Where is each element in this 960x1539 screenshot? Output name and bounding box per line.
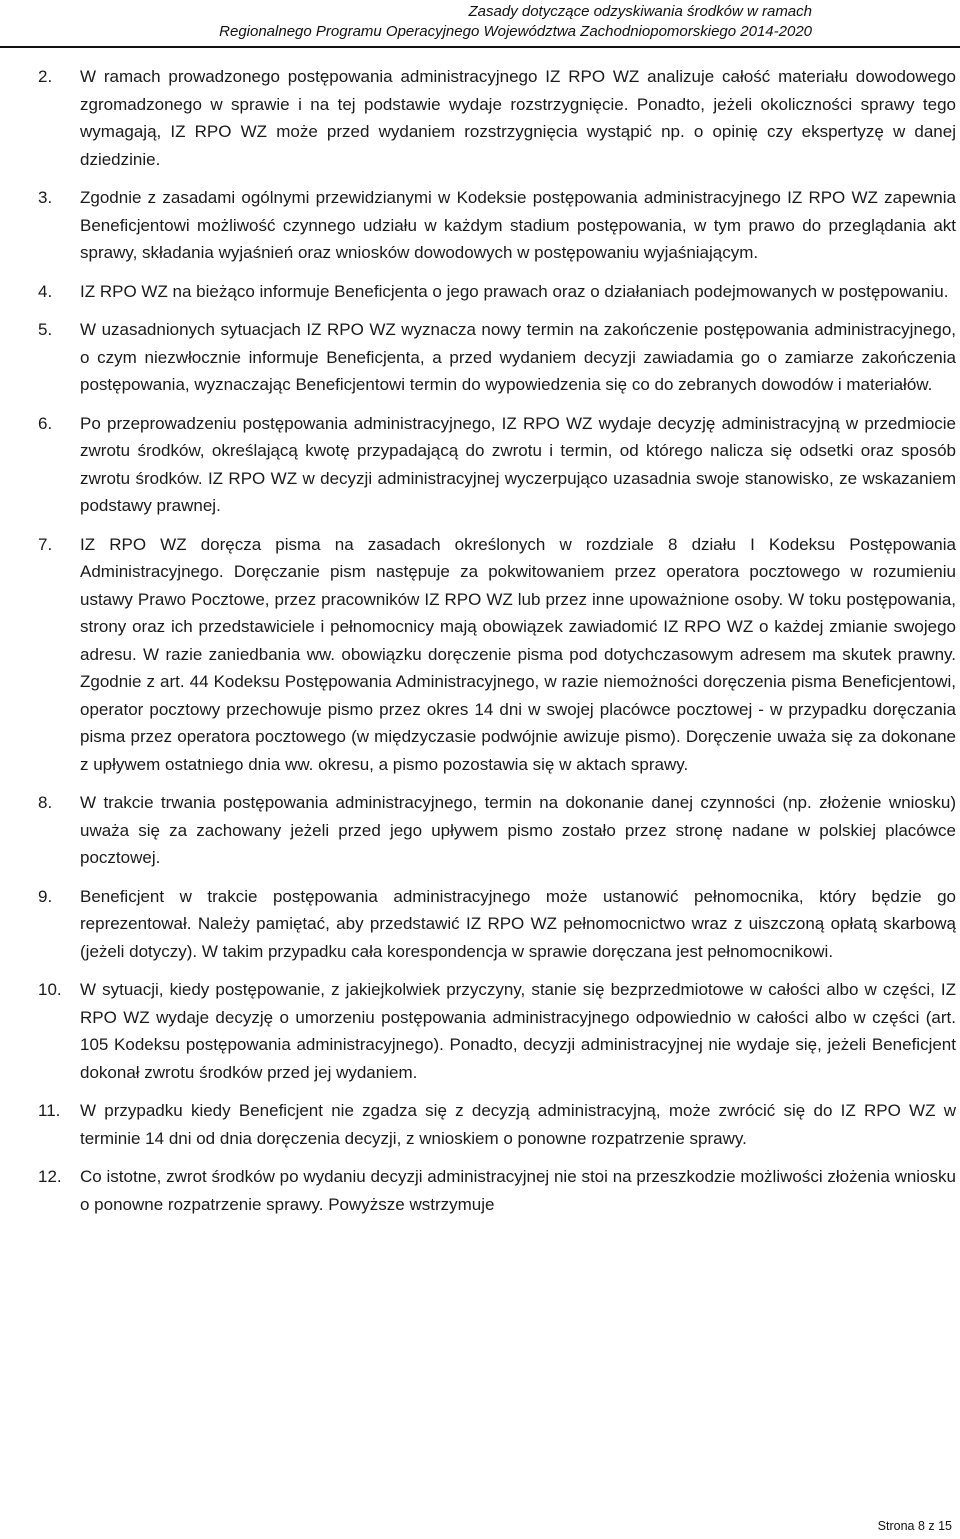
list-item-number: 9. [38, 886, 53, 906]
list-item-6 [38, 410, 956, 520]
list-item-12 [38, 1163, 956, 1218]
list-item-number: 8. [38, 793, 53, 812]
list-item-text: W sytuacji, kiedy postępowanie, z jakiejkolwiek przyczyny, stanie się bezprzedmiotowe w całości albo w części, IZ RPO WZ wydaje decyzję o umorzeniu postępowania administracyjnego odpowiednio w całości albo w części (art. 105 Kodeksu postępowania administracyjnego). Ponadto, decyzji administracyjnej nie wydaje się, jeżeli Beneficjent dokonał zwrotu środków przed jej wydaniem. [80, 980, 956, 1082]
page-header [32, 2, 812, 42]
header-divider [0, 46, 960, 48]
list-item-10 [38, 976, 956, 1086]
list-item-text: Po przeprowadzeniu postępowania administracyjnego, IZ RPO WZ wydaje decyzję administracyjną w przedmiocie zwrotu środków, określającą kwotę przypadającą do zwrotu i termin, od którego nalicza się odsetki oraz sposób zwrotu środków. IZ RPO WZ w decyzji administracyjnej wyczerpująco uzasadnia swoje stanowisko, ze wskazaniem podstawy prawnej. [80, 413, 956, 515]
list-item-number: 11. [38, 1101, 61, 1120]
list-item-8 [38, 789, 956, 872]
list-item-5 [38, 316, 956, 399]
list-item-number: 3. [38, 188, 53, 207]
header-line-2: Regionalnego Programu Operacyjnego Województwa Zachodniopomorskiego 2014-2020 [219, 23, 812, 40]
list-item-7 [38, 531, 956, 779]
list-item-text: W ramach prowadzonego postępowania administracyjnego IZ RPO WZ analizuje całość materiału dowodowego zgromadzonego w sprawie i na tej podstawie wydaje rozstrzygnięcie. Ponadto, jeżeli okoliczności sprawy tego wymagają, IZ RPO WZ może przed wydaniem rozstrzygnięcia wystąpić np. o opinię czy ekspertyzę w danej dziedzinie. [80, 67, 956, 169]
list-item-text: W przypadku kiedy Beneficjent nie zgadza się z decyzją administracyjną, może zwrócić się do IZ RPO WZ w terminie 14 dni od dnia doręczenia decyzji, z wnioskiem o ponowne rozpatrzenie sprawy. [80, 1101, 956, 1148]
list-item-number: 10. [38, 980, 62, 999]
list-item-number: 2. [38, 67, 53, 86]
list-item-number: 12. [38, 1167, 62, 1186]
list-item-3 [38, 184, 956, 267]
list-item-9 [38, 883, 956, 966]
list-item-text: W uzasadnionych sytuacjach IZ RPO WZ wyznacza nowy termin na zakończenie postępowania administracyjnego, o czym niezwłocznie informuje Beneficjenta, a przed wydaniem decyzji zawiadamia go o zamiarze zakończenia postępowania, wyznaczając Beneficjentowi termin do wypowiedzenia się co do zebranych dowodów i materiałów. [80, 320, 956, 394]
list-item-2 [38, 63, 956, 173]
page-number: Strona 8 z 15 [877, 1519, 952, 1533]
list-item-text: Co istotne, zwrot środków po wydaniu decyzji administracyjnej nie stoi na przeszkodzie możliwości złożenia wniosku o ponowne rozpatrzenie sprawy. Powyższe wstrzymuje [80, 1167, 956, 1214]
list-item-number: 4. [38, 281, 53, 301]
list-item-number: 6. [38, 413, 53, 433]
list-item-text: Beneficjent w trakcie postępowania administracyjnego może ustanowić pełnomocnika, który będzie go reprezentował. Należy pamiętać, aby przedstawić IZ RPO WZ pełnomocnictwo wraz z uiszczoną opłatą skarbową (jeżeli dotyczy). W takim przypadku cała korespondencja w sprawie doręczana jest pełnomocnikowi. [80, 886, 956, 961]
list-item-text: IZ RPO WZ na bieżąco informuje Beneficjenta o jego prawach oraz o działaniach podejmowanych w postępowaniu. [80, 281, 949, 301]
list-item-number: 7. [38, 534, 53, 554]
list-item-text: Zgodnie z zasadami ogólnymi przewidzianymi w Kodeksie postępowania administracyjnego IZ RPO WZ zapewnia Beneficjentowi możliwość czynnego udziału w każdym stadium postępowania, w tym prawo do przeglądania akt sprawy, składania wyjaśnień oraz wniosków dowodowych w postępowaniu wyjaśniającym. [80, 188, 956, 262]
list-item-text: IZ RPO WZ doręcza pisma na zasadach określonych w rozdziale 8 działu I Kodeksu Postępowania Administracyjnego. Doręczanie pism następuje za pokwitowaniem przez operatora pocztowego w rozumieniu ustawy Prawo Pocztowe, przez pracowników IZ RPO WZ lub przez inne upoważnione osoby. W toku postępowania, strony oraz ich przedstawiciele i pełnomocnicy mają obowiązek zawiadomić IZ RPO WZ o każdej zmianie swojego adresu. W razie zaniedbania ww. obowiązku doręczenie pisma pod dotychczasowym adresem ma skutek prawny. Zgodnie z art. 44 Kodeksu Postępowania Administracyjnego, w razie niemożności doręczenia pisma Beneficjentowi, operator pocztowy przechowuje pismo przez okres 14 dni w swojej placówce pocztowej - w przypadku doręczania pisma przez operatora pocztowego (w międzyczasie podwójnie awizuje pismo). Doręczenie uważa się za dokonane z upływem ostatniego dnia ww. okresu, a pismo pozostawia się w aktach sprawy. [80, 534, 956, 774]
list-item-4 [38, 278, 956, 306]
list-item-number: 5. [38, 320, 53, 339]
header-line-1: Zasady dotyczące odzyskiwania środków w ramach [468, 3, 812, 20]
list-item-11 [38, 1097, 956, 1152]
list-item-text: W trakcie trwania postępowania administracyjnego, termin na dokonanie danej czynności (np. złożenie wniosku) uważa się za zachowany jeżeli przed jego upływem pismo zostało przez stronę nadane w polskiej placówce pocztowej. [80, 793, 956, 867]
numbered-list [38, 63, 956, 1218]
